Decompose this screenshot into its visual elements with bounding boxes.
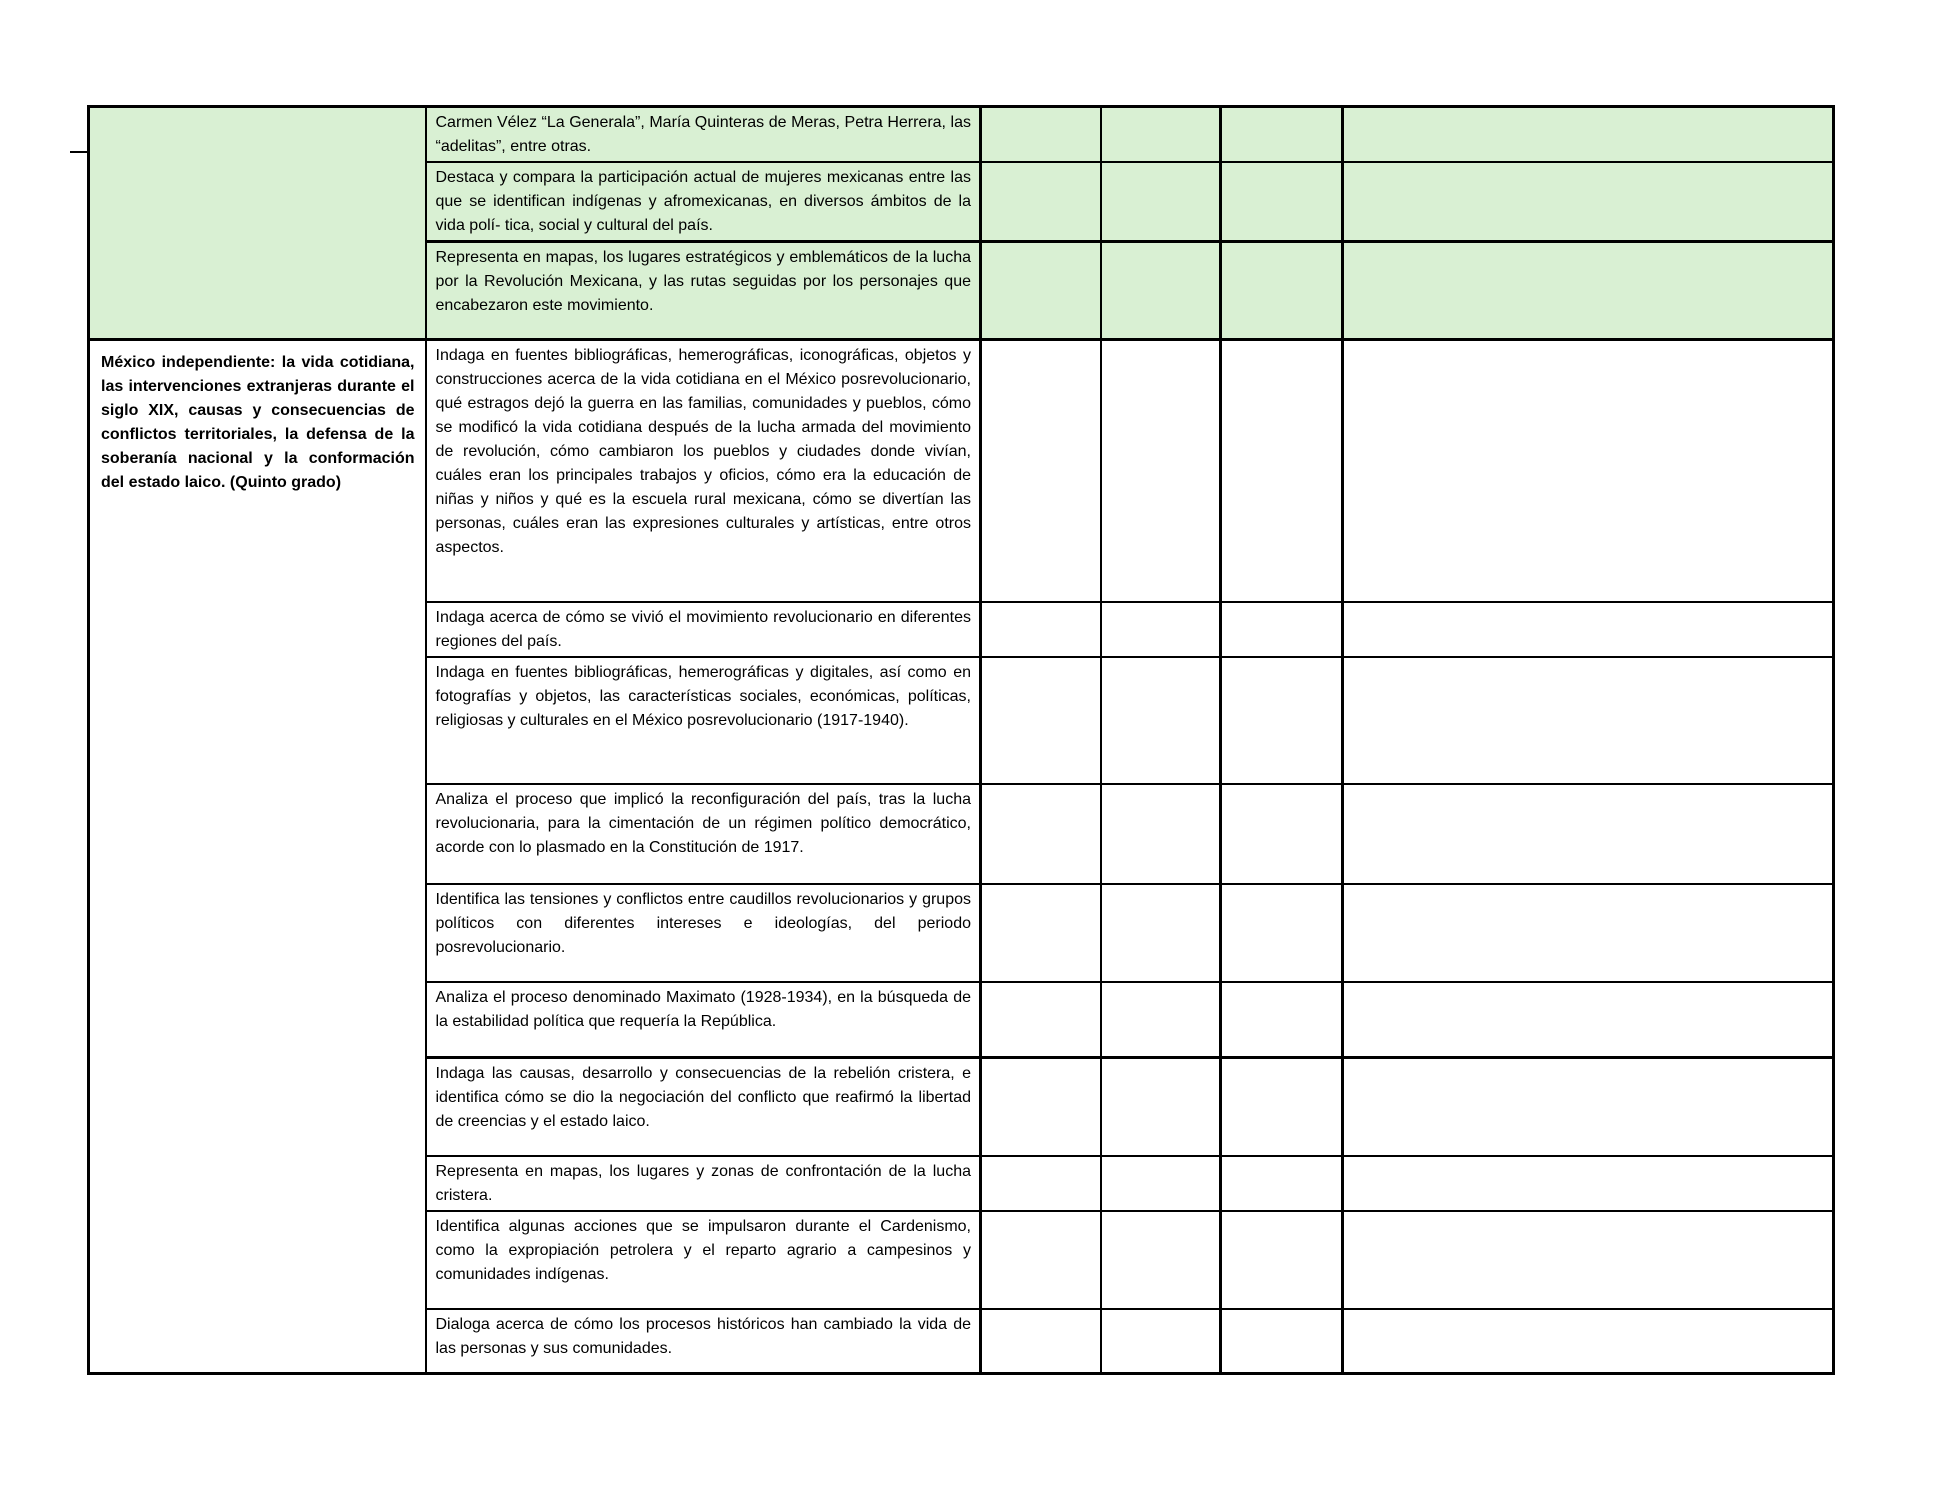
outcome-cell: Identifica algunas acciones que se impulsaron durante el Cardenismo, como la expropiación petrolera y el reparto agrario a campesinos y comunidades indígenas. bbox=[426, 1211, 981, 1309]
empty-cell bbox=[1343, 884, 1834, 982]
outcome-cell: Destaca y compara la participación actual de mujeres mexicanas entre las que se identifican indígenas y afromexicanas, en diversos ámbitos de la vida polí- tica, social y cultural del país. bbox=[426, 162, 981, 242]
outcome-cell: Dialoga acerca de cómo los procesos históricos han cambiado la vida de las personas y sus comunidades. bbox=[426, 1309, 981, 1374]
topic-cell: México independiente: la vida cotidiana, las intervenciones extranjeras durante el siglo XIX, causas y consecuencias de conflictos territoriales, la defensa de la soberanía nacional y la conformación del estado laico. (Quinto grado) bbox=[89, 340, 426, 1374]
empty-cell bbox=[1343, 602, 1834, 657]
empty-cell bbox=[1101, 784, 1221, 884]
empty-cell bbox=[981, 657, 1101, 784]
outcome-cell: Representa en mapas, los lugares y zonas de confrontación de la lucha cristera. bbox=[426, 1156, 981, 1211]
empty-cell bbox=[1101, 982, 1221, 1058]
empty-cell bbox=[981, 1309, 1101, 1374]
outcome-cell: Identifica las tensiones y conflictos entre caudillos revolucionarios y grupos políticos con diferentes intereses e ideologías, del periodo posrevolucionario. bbox=[426, 884, 981, 982]
outcome-cell: Representa en mapas, los lugares estratégicos y emblemáticos de la lucha por la Revolución Mexicana, y las rutas seguidas por los personajes que encabezaron este movimiento. bbox=[426, 242, 981, 340]
table-row bbox=[89, 340, 1834, 602]
empty-cell bbox=[981, 1211, 1101, 1309]
empty-cell bbox=[981, 1156, 1101, 1211]
table-row bbox=[89, 107, 1834, 163]
empty-cell bbox=[1221, 340, 1343, 602]
outcome-cell: Analiza el proceso denominado Maximato (1928-1934), en la búsqueda de la estabilidad política que requería la República. bbox=[426, 982, 981, 1058]
empty-cell bbox=[1221, 1211, 1343, 1309]
empty-cell bbox=[1343, 340, 1834, 602]
empty-cell bbox=[981, 784, 1101, 884]
empty-cell bbox=[1343, 784, 1834, 884]
curriculum-table bbox=[87, 105, 1835, 1375]
empty-cell bbox=[981, 982, 1101, 1058]
stray-margin-mark bbox=[70, 151, 87, 153]
empty-cell bbox=[1101, 1211, 1221, 1309]
empty-cell bbox=[1101, 657, 1221, 784]
empty-cell bbox=[1101, 1309, 1221, 1374]
empty-cell bbox=[1101, 162, 1221, 242]
outcome-cell: Indaga en fuentes bibliográficas, hemerográficas y digitales, así como en fotografías y objetos, las características sociales, económicas, políticas, religiosas y culturales en el México posrevolucionario (1917-1940). bbox=[426, 657, 981, 784]
empty-cell bbox=[1101, 602, 1221, 657]
empty-cell bbox=[1343, 162, 1834, 242]
empty-cell bbox=[1343, 657, 1834, 784]
empty-cell bbox=[981, 884, 1101, 982]
outcome-cell: Carmen Vélez “La Generala”, María Quinteras de Meras, Petra Herrera, las “adelitas”, entre otras. bbox=[426, 107, 981, 163]
empty-cell bbox=[1101, 242, 1221, 340]
outcome-cell: Analiza el proceso que implicó la reconfiguración del país, tras la lucha revolucionaria, para la cimentación de un régimen político democrático, acorde con lo plasmado en la Constitución de 1917. bbox=[426, 784, 981, 884]
empty-cell bbox=[1343, 1211, 1834, 1309]
outcome-cell: Indaga en fuentes bibliográficas, hemerográficas, iconográficas, objetos y construcciones acerca de la vida cotidiana en el México posrevolucionario, qué estragos dejó la guerra en las familias, comunidades y pueblos, cómo se modificó la vida cotidiana después de la lucha armada del movimiento de revolución, cómo cambiaron los pueblos y ciudades donde vivían, cuáles eran los principales trabajos y oficios, cómo era la educación de niñas y niños y qué es la escuela rural mexicana, cómo se divertían las personas, cuáles eran las expresiones culturales y artísticas, entre otros aspectos. bbox=[426, 340, 981, 602]
empty-cell bbox=[1221, 884, 1343, 982]
empty-cell bbox=[1343, 1058, 1834, 1156]
empty-cell bbox=[981, 1058, 1101, 1156]
empty-cell bbox=[1221, 242, 1343, 340]
empty-cell bbox=[1101, 884, 1221, 982]
empty-cell bbox=[1101, 1156, 1221, 1211]
empty-cell bbox=[1221, 162, 1343, 242]
empty-cell bbox=[1221, 107, 1343, 163]
empty-cell bbox=[1343, 107, 1834, 163]
empty-cell bbox=[1221, 1058, 1343, 1156]
empty-cell bbox=[981, 242, 1101, 340]
outcome-cell: Indaga las causas, desarrollo y consecuencias de la rebelión cristera, e identifica cómo se dio la negociación del conflicto que reafirmó la libertad de creencias y el estado laico. bbox=[426, 1058, 981, 1156]
empty-cell bbox=[1101, 107, 1221, 163]
empty-cell bbox=[1343, 242, 1834, 340]
empty-cell bbox=[1221, 657, 1343, 784]
empty-cell bbox=[1221, 602, 1343, 657]
outcome-cell: Indaga acerca de cómo se vivió el movimiento revolucionario en diferentes regiones del país. bbox=[426, 602, 981, 657]
empty-cell bbox=[1221, 1156, 1343, 1211]
empty-cell bbox=[1343, 1156, 1834, 1211]
empty-cell bbox=[1101, 1058, 1221, 1156]
empty-cell bbox=[1221, 982, 1343, 1058]
topic-cell-green bbox=[89, 107, 426, 340]
empty-cell bbox=[981, 162, 1101, 242]
empty-cell bbox=[981, 340, 1101, 602]
empty-cell bbox=[1221, 1309, 1343, 1374]
empty-cell bbox=[1343, 1309, 1834, 1374]
empty-cell bbox=[1101, 340, 1221, 602]
empty-cell bbox=[1343, 982, 1834, 1058]
empty-cell bbox=[981, 602, 1101, 657]
empty-cell bbox=[981, 107, 1101, 163]
empty-cell bbox=[1221, 784, 1343, 884]
